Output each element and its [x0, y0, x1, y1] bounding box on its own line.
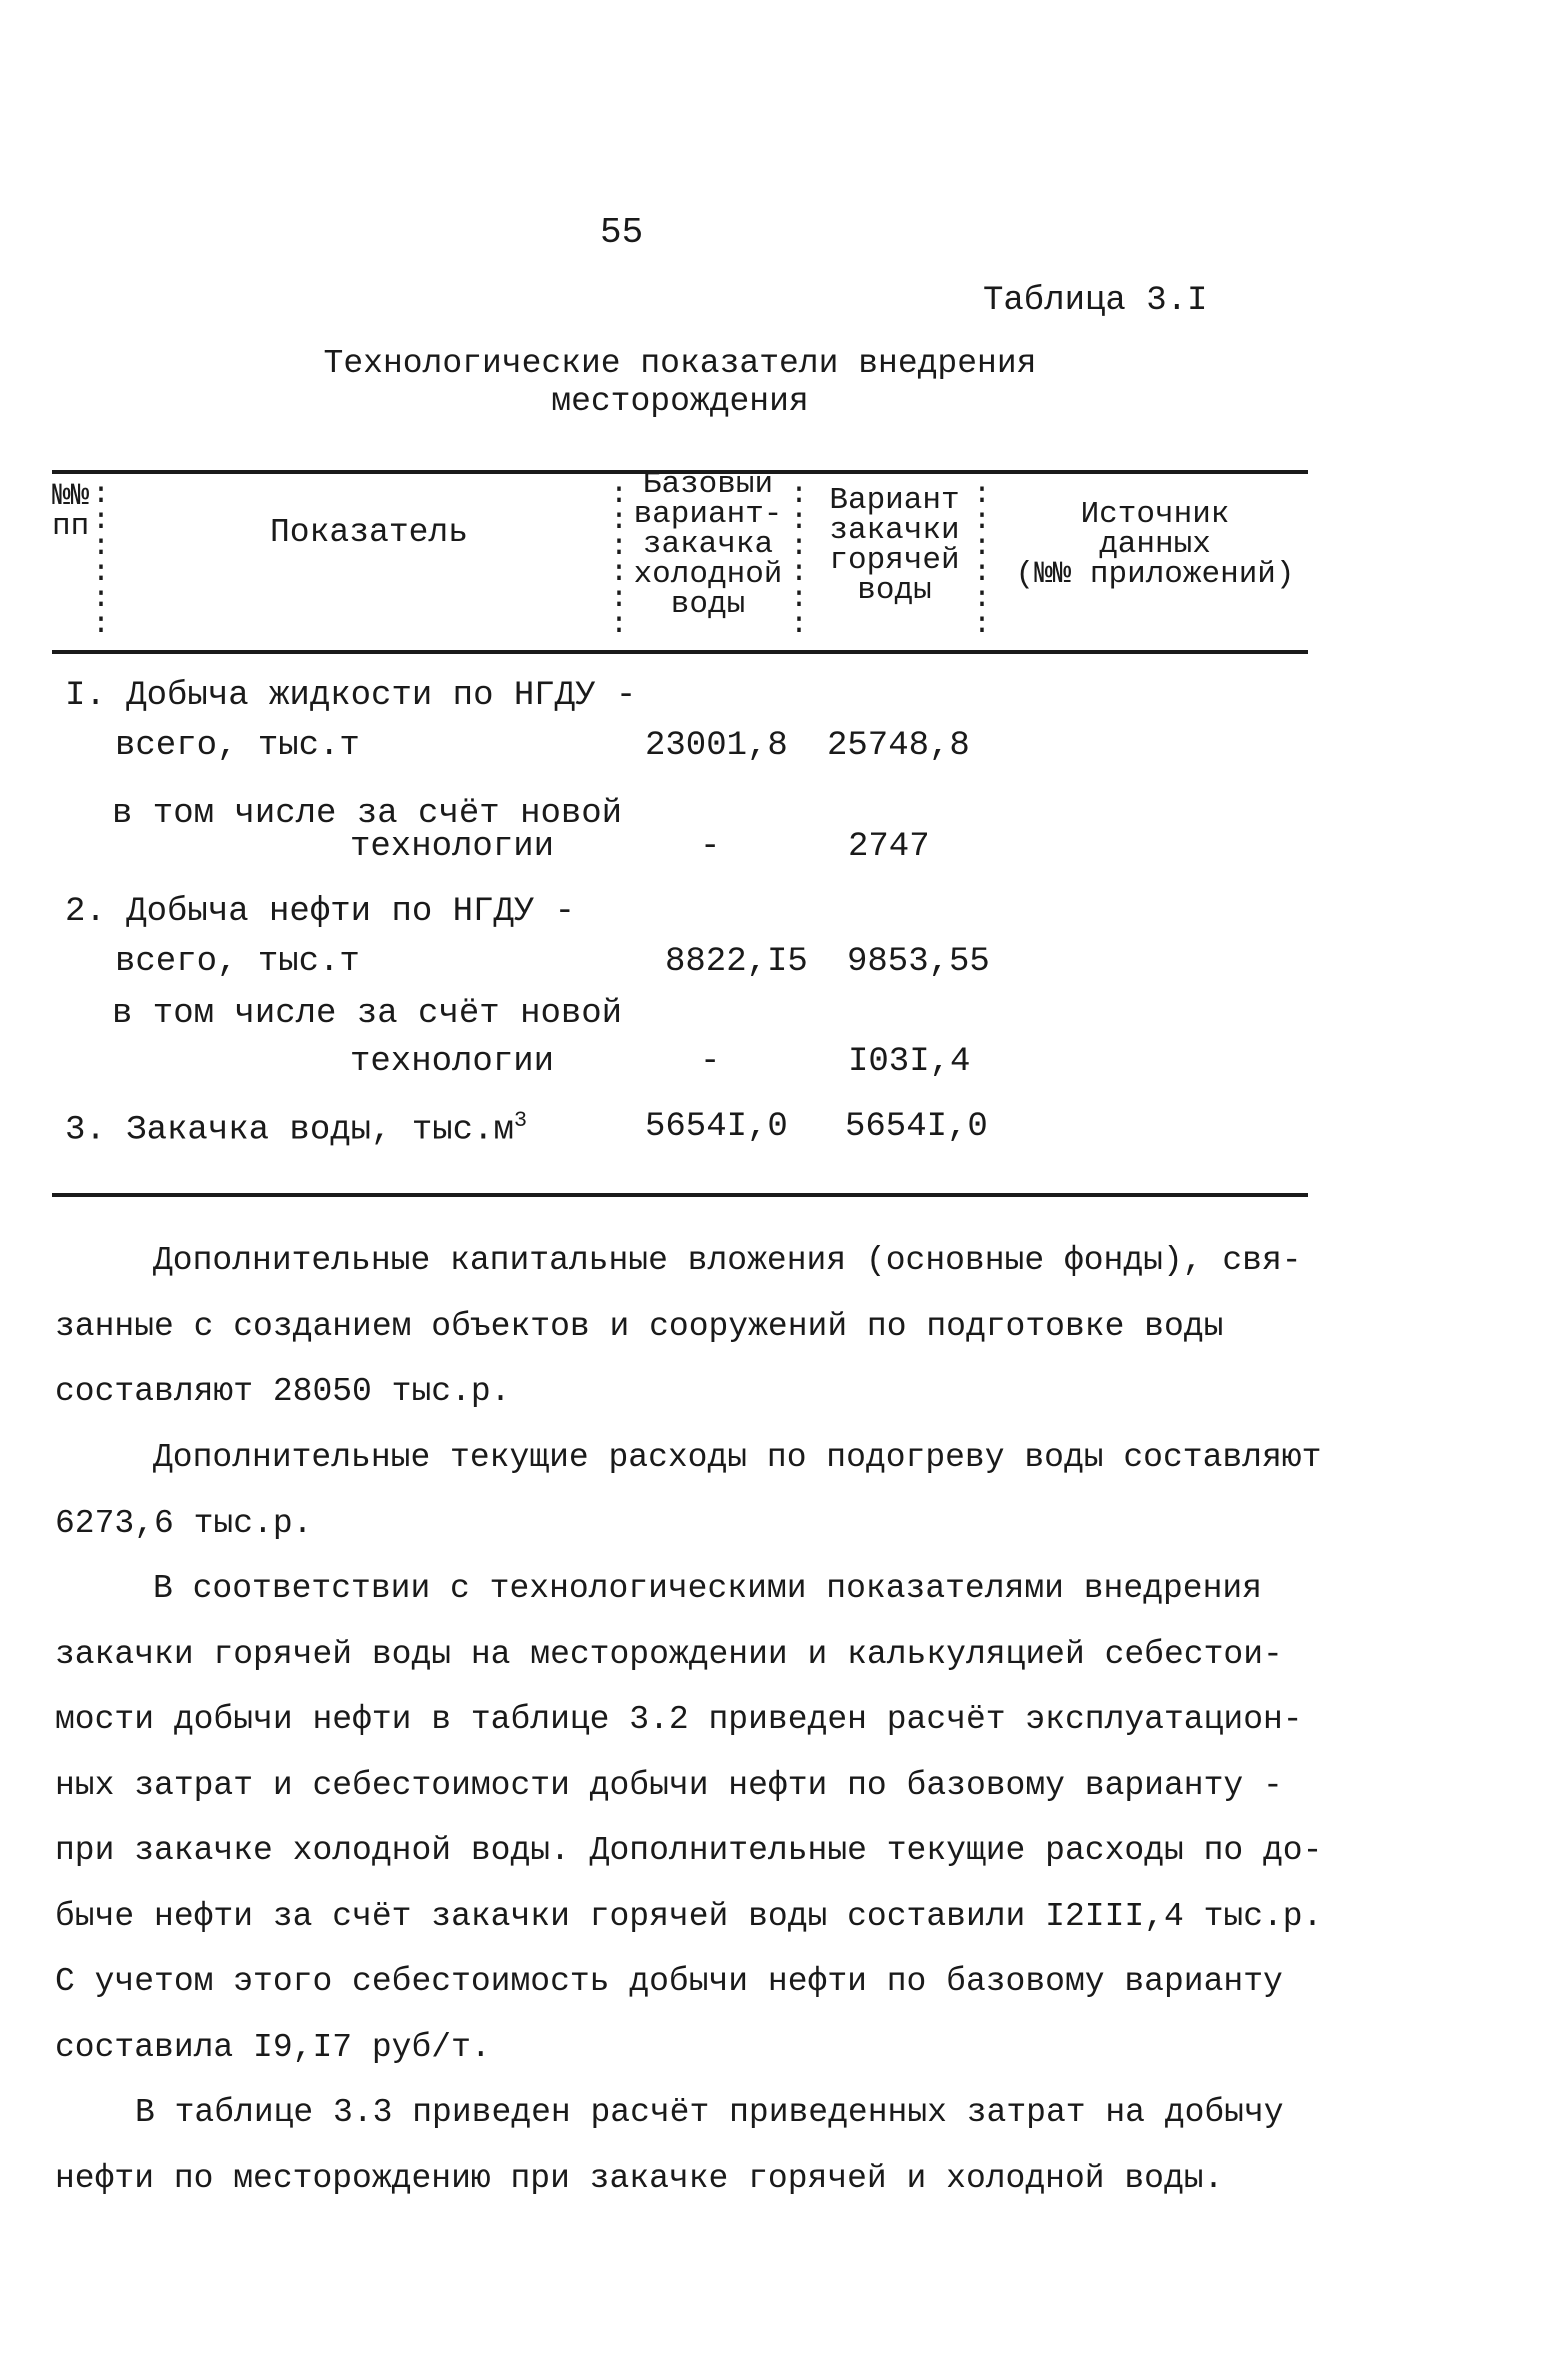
header-variant	[812, 483, 977, 608]
row-2-variant: 2747	[848, 828, 930, 866]
row-3-base: 8822,I5	[665, 943, 808, 981]
header-base-line-1: Базовый	[642, 467, 774, 502]
paragraph-4	[55, 2080, 1345, 2211]
paragraph-3-line-5: при закачке холодной воды. Дополнительные текущие расходы по до-	[55, 1832, 1323, 1869]
header-num-line-2: пп	[52, 509, 90, 544]
paragraph-2-line-1: Дополнительные текущие расходы по подогреву воды составляют	[153, 1439, 1322, 1476]
row-1-base: 23001,8	[645, 727, 788, 765]
row-3-variant: 9853,55	[847, 943, 990, 981]
header-num	[52, 479, 90, 544]
paragraph-2	[55, 1425, 1345, 1556]
header-separator-1: : : : : : :	[92, 478, 111, 642]
row-2-line-1: в том числе за счёт новой	[112, 795, 623, 833]
row-5-label: 3. Закачка воды, тыс.м	[65, 1111, 514, 1150]
row-4-line-1: в том числе за счёт новой	[112, 995, 623, 1033]
paragraph-3-line-2: закачки горячей воды на месторождении и калькуляцией себестои-	[55, 1635, 1283, 1673]
table-title-line-1: Технологические показатели внедрения	[323, 345, 1037, 382]
table-title	[230, 345, 1130, 421]
paragraph-2-line-2: 6273,6 тыс.р.	[55, 1504, 313, 1542]
table-bottom-rule	[52, 1193, 1308, 1197]
paragraph-4-line-1: В таблице 3.3 приведен расчёт приведенных затрат на добычу	[135, 2094, 1284, 2131]
page-number: 55	[600, 212, 644, 253]
header-source	[1005, 497, 1305, 592]
row-1-line-2: всего, тыс.т	[115, 727, 360, 765]
row-3-line-1: 2. Добыча нефти по НГДУ -	[65, 893, 576, 931]
header-base-line-4: холодной	[633, 557, 783, 592]
row-5-variant: 5654I,0	[845, 1108, 988, 1146]
paragraph-3-line-6: быче нефти за счёт закачки горячей воды составили I2III,4 тыс.р.	[55, 1897, 1323, 1935]
header-variant-line-2: закачки	[829, 513, 960, 548]
paragraph-1-line-1: Дополнительные капитальные вложения (основные фонды), свя-	[153, 1242, 1302, 1279]
paragraph-3-line-1: В соответствии с технологическими показателями внедрения	[153, 1570, 1262, 1607]
header-base	[622, 467, 794, 622]
paragraph-1-line-2: занные с созданием объектов и сооружений по подготовке воды	[55, 1307, 1224, 1345]
row-5-base: 5654I,0	[645, 1108, 788, 1146]
table-header-rule	[52, 650, 1308, 654]
header-num-line-1: №№	[52, 479, 90, 514]
header-source-line-2: данных	[1099, 527, 1211, 562]
header-source-line-1: Источник	[1080, 497, 1230, 532]
row-3-line-2: всего, тыс.т	[115, 943, 360, 981]
header-variant-line-3: горячей	[829, 543, 960, 578]
row-1-variant: 25748,8	[827, 727, 970, 765]
header-base-line-5: воды	[670, 587, 746, 622]
header-separator-2: : : : : : :	[610, 478, 629, 642]
paragraph-4-line-2: нефти по месторождению при закачке горячей и холодной воды.	[55, 2159, 1224, 2197]
row-4-variant: I03I,4	[848, 1043, 971, 1081]
row-4-line-2: технологии	[350, 1043, 555, 1081]
paragraph-3	[55, 1556, 1345, 2080]
header-source-line-3: (№№ приложений)	[1015, 557, 1295, 592]
row-2-line-2: технологии	[350, 828, 555, 866]
row-4-base: -	[700, 1043, 721, 1081]
row-2-base: -	[700, 828, 721, 866]
header-separator-4: : : : : : :	[973, 478, 992, 642]
header-separator-3: : : : : : :	[790, 478, 809, 642]
table-label: Таблица 3.I	[983, 282, 1208, 320]
row-5-line-1	[65, 1108, 527, 1149]
paragraph-3-line-4: ных затрат и себестоимости добычи нефти по базовому варианту -	[55, 1766, 1283, 1804]
paragraph-3-line-7: С учетом этого себестоимость добычи нефти по базовому варианту	[55, 1963, 1283, 2000]
paragraph-3-line-3: мости добычи нефти в таблице 3.2 приведен расчёт эксплуатацион-	[55, 1701, 1303, 1738]
header-base-line-3: закачка	[642, 527, 774, 562]
table-title-line-2: месторождения	[551, 383, 809, 420]
paragraph-1-line-3: составляют 28050 тыс.р.	[55, 1373, 511, 1410]
header-base-line-2: вариант-	[633, 497, 783, 532]
header-variant-line-4: воды	[857, 573, 932, 608]
row-1-line-1: I. Добыча жидкости по НГДУ -	[65, 677, 637, 715]
header-variant-line-1: Вариант	[829, 483, 960, 518]
paragraph-3-line-8: составила I9,I7 руб/т.	[55, 2028, 491, 2066]
paragraph-1	[55, 1228, 1345, 1425]
header-indicator: Показатель	[270, 514, 469, 551]
row-5-superscript: 3	[513, 1108, 528, 1133]
